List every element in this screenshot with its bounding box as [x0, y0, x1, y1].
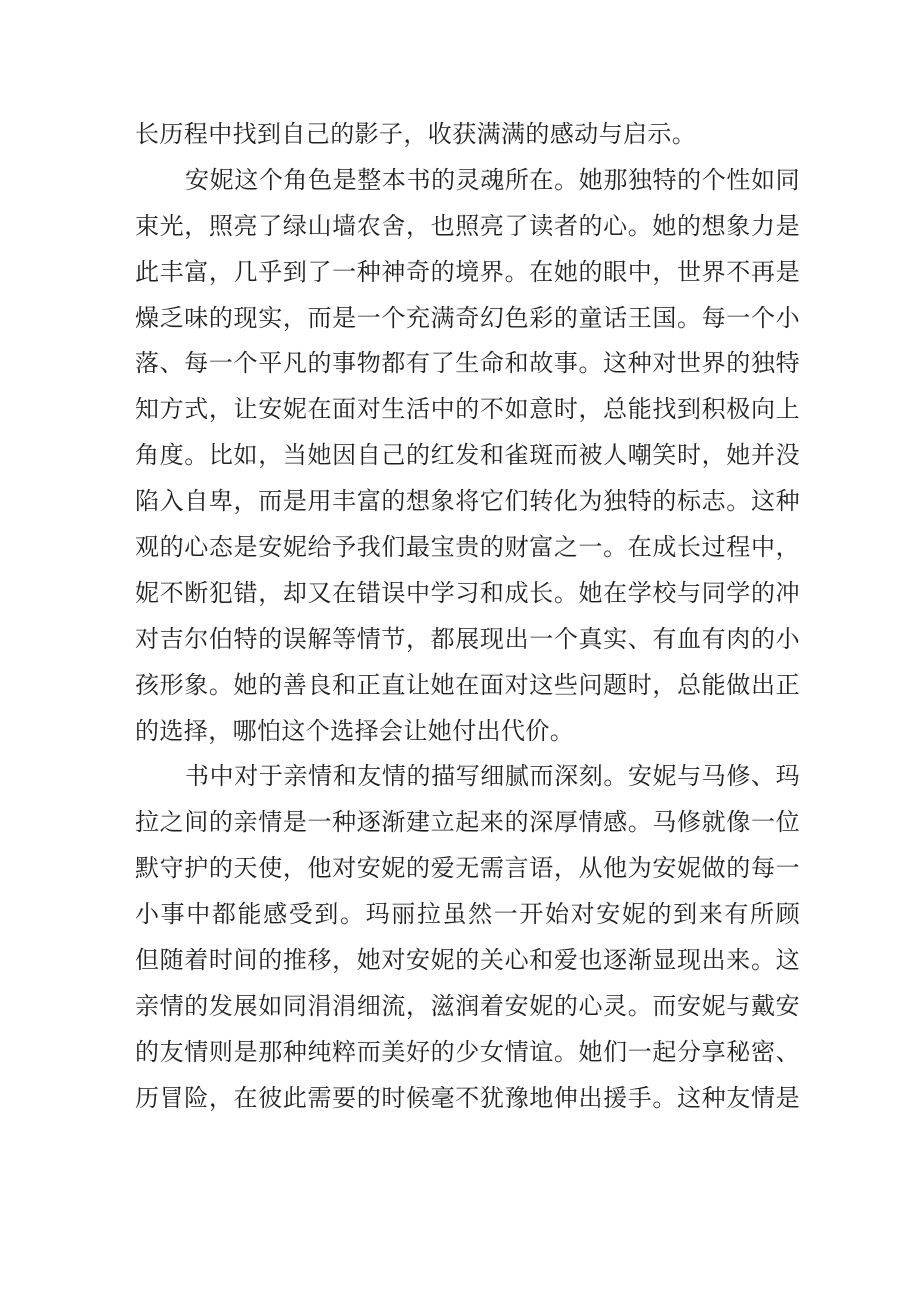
text-line: 历冒险，在彼此需要的时候毫不犹豫地伸出援手。这种友情是	[135, 1083, 800, 1112]
text-line: 陷入自卑，而是用丰富的想象将它们转化为独特的标志。这种	[135, 487, 800, 516]
text-line: 默守护的天使，他对安妮的爱无需言语，从他为安妮做的每一	[135, 854, 800, 883]
text-line: 角度。比如，当她因自己的红发和雀斑而被人嘲笑时，她并没	[135, 441, 800, 470]
text-line: 观的心态是安妮给予我们最宝贵的财富之一。在成长过程中，	[135, 533, 800, 562]
text-line: 知方式，让安妮在面对生活中的不如意时，总能找到积极向上	[135, 395, 800, 424]
text-line: 孩形象。她的善良和正直让她在面对这些问题时，总能做出正	[135, 670, 800, 699]
text-line: 长历程中找到自己的影子，收获满满的感动与启示。	[135, 120, 697, 148]
text-line: 但随着时间的推移，她对安妮的关心和爱也逐渐显现出来。这	[135, 946, 800, 975]
text-line: 小事中都能感受到。玛丽拉虽然一开始对安妮的到来有所顾	[135, 900, 800, 929]
text-line: 的友情则是那种纯粹而美好的少女情谊。她们一起分享秘密、	[135, 1037, 800, 1066]
text-line: 落、每一个平凡的事物都有了生命和故事。这种对世界的独特	[135, 349, 800, 378]
text-line: 束光，照亮了绿山墙农舍，也照亮了读者的心。她的想象力是	[135, 211, 800, 240]
text-line: 对吉尔伯特的误解等情节，都展现出一个真实、有血有肉的小	[135, 624, 800, 653]
text-line: 安妮这个角色是整本书的灵魂所在。她那独特的个性如同	[185, 165, 800, 194]
text-line: 燥乏味的现实，而是一个充满奇幻色彩的童话王国。每一个小	[135, 303, 800, 332]
text-line: 此丰富，几乎到了一种神奇的境界。在她的眼中，世界不再是	[135, 257, 800, 286]
text-line: 书中对于亲情和友情的描写细腻而深刻。安妮与马修、玛	[185, 762, 800, 791]
body-text	[135, 112, 800, 1122]
text-line: 拉之间的亲情是一种逐渐建立起来的深厚情感。马修就像一位	[135, 808, 800, 837]
text-line: 的选择，哪怕这个选择会让她付出代价。	[135, 716, 575, 745]
text-line: 妮不断犯错，却又在错误中学习和成长。她在学校与同学的冲	[135, 578, 800, 607]
text-line: 亲情的发展如同涓涓细流，滋润着安妮的心灵。而安妮与戴安	[135, 991, 800, 1020]
